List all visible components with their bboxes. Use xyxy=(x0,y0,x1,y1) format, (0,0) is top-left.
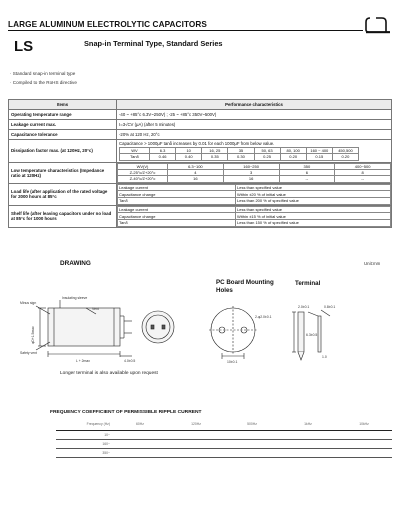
load-life-item: Capacitance change xyxy=(118,191,236,198)
series-title: Snap-in Terminal Type, Standard Series xyxy=(84,39,223,48)
wv-cell: 35 xyxy=(228,148,254,154)
ripple-cell xyxy=(280,449,336,458)
low-temp-label: Low temperature characteristics (Impedance ratio at 120Hz) xyxy=(9,162,117,183)
series-code: LS xyxy=(14,38,34,55)
table-row xyxy=(9,130,392,140)
table-row xyxy=(9,162,392,183)
ripple-table xyxy=(56,418,392,458)
low-temp-header: 6.3~100 xyxy=(168,163,224,169)
header-rule xyxy=(8,30,363,31)
label-lead: 4.0±0.5 xyxy=(124,359,136,363)
low-temp-header: 400~500 xyxy=(335,163,391,169)
terminal-title: Terminal xyxy=(295,280,321,287)
tan-label: Tanδ xyxy=(120,154,150,160)
low-temp-table xyxy=(117,163,391,183)
ripple-cell xyxy=(112,449,168,458)
pcb-title: PC Board Mounting Holes xyxy=(216,279,274,294)
table-row xyxy=(56,431,392,440)
ripple-cell xyxy=(336,431,392,440)
shelf-life-value: Less than 150 % of specified value xyxy=(236,220,391,227)
pcb-holes-drawing xyxy=(203,300,273,365)
shelf-life-item: Leakage current xyxy=(118,206,236,213)
ripple-cell xyxy=(112,431,168,440)
ripple-cell xyxy=(336,440,392,449)
ripple-cell xyxy=(168,449,224,458)
tan-cell: 0.46 xyxy=(150,154,176,160)
ripple-header: 500Hz xyxy=(224,418,280,431)
label-hole: 2-φ2.0±0.1 xyxy=(255,315,272,319)
operating-temp-label: Operating temperature range xyxy=(9,110,117,120)
label-length: L + 2max xyxy=(76,359,90,363)
label-sleeve: Insulating sleeve xyxy=(62,296,88,300)
low-temp-cell: Z-25°c/Z+20°c xyxy=(118,169,168,175)
low-temp-cell: 16 xyxy=(168,176,224,182)
wv-cell: 80, 100 xyxy=(280,148,306,154)
ripple-cell xyxy=(168,440,224,449)
ripple-cell xyxy=(224,431,280,440)
table-row xyxy=(9,110,392,120)
label-pitch: 10±0.1 xyxy=(227,360,238,364)
low-temp-cell: -- xyxy=(335,176,391,182)
low-temp-cell: 6 xyxy=(279,169,335,175)
low-temp-header: 350 xyxy=(279,163,335,169)
ripple-cell xyxy=(224,440,280,449)
shelf-life-value: Less than specified value xyxy=(236,206,391,213)
load-life-value: Less than specified value xyxy=(236,184,391,191)
shelf-life-item: Capacitance change xyxy=(118,213,236,220)
tan-cell: 0.20 xyxy=(332,154,358,160)
ripple-cell xyxy=(280,440,336,449)
spec-header-items: Items xyxy=(9,100,117,110)
low-temp-header: 160~250 xyxy=(223,163,279,169)
ripple-cell xyxy=(224,449,280,458)
ripple-row-label: 10~ xyxy=(56,431,112,440)
tan-cell: 0.30 xyxy=(228,154,254,160)
low-temp-cell: 3 xyxy=(223,169,279,175)
ripple-header: 10kHz xyxy=(336,418,392,431)
table-row xyxy=(9,205,392,227)
leakage-value: I=3√CV (μA) (after 5 minutes) xyxy=(117,120,392,130)
low-temp-cell: Z-40°c/Z+20°c xyxy=(118,176,168,182)
load-life-value: Within ±20 % of initial value xyxy=(236,191,391,198)
header-title: LARGE ALUMINUM ELECTROLYTIC CAPACITORS xyxy=(8,20,207,29)
spec-table xyxy=(8,99,392,228)
terminal-drawing xyxy=(284,290,364,380)
ripple-header-row xyxy=(56,418,392,431)
ripple-row-label: 350~ xyxy=(56,449,112,458)
operating-temp-value: -40 ~ +85°c 6.3V~250V) ; -25 ~ +85°c 350V~500V) xyxy=(117,110,392,120)
label-terminal-length: 6.3±0.5 xyxy=(306,333,318,337)
spec-header-performance: Performance characteristics xyxy=(117,100,392,110)
leakage-label: Leakage current max. xyxy=(9,120,117,130)
spec-header-row xyxy=(9,100,392,110)
wv-cell: 160 ~ 400 xyxy=(306,148,332,154)
label-minus: Minus sign xyxy=(20,301,37,305)
wv-label: WV xyxy=(120,148,150,154)
wv-cell: 450,500 xyxy=(332,148,358,154)
low-temp-cell: -- xyxy=(279,176,335,182)
label-terminal-tip: 1.0 xyxy=(322,355,327,359)
low-temp-cell: 16 xyxy=(223,176,279,182)
load-life-label: Load life (after application of the rated voltage for 2000 hours at 85°c xyxy=(9,183,117,205)
dissipation-table xyxy=(119,147,359,161)
unit-label: Unit:mm xyxy=(364,261,381,266)
table-row xyxy=(56,440,392,449)
low-temp-cell: 8 xyxy=(335,169,391,175)
table-row xyxy=(56,449,392,458)
tan-cell: 0.25 xyxy=(254,154,280,160)
wv-cell: 10 xyxy=(176,148,202,154)
ripple-cell xyxy=(280,431,336,440)
ripple-cell xyxy=(168,431,224,440)
table-row xyxy=(9,120,392,130)
table-row xyxy=(9,183,392,205)
feature-item: · Compiled to the RoHS directive xyxy=(10,80,77,85)
tan-cell: 0.20 xyxy=(280,154,306,160)
dissipation-label: Dissipation factor max. (at 120Hz, 20°c) xyxy=(9,140,117,163)
ripple-title: FREQUENCY COEFFICIENT OF PERMISSIBLE RIPPLE CURRENT xyxy=(50,410,202,415)
load-life-value: Less than 200 % of specified value xyxy=(236,197,391,204)
load-life-table xyxy=(117,184,391,205)
ripple-cell xyxy=(336,449,392,458)
label-phi: φD+1.5max xyxy=(31,326,35,344)
wv-cell: 50, 63 xyxy=(254,148,280,154)
label-terminal-width: 2.0±0.1 xyxy=(298,305,310,309)
label-terminal-thickness: 0.8±0.1 xyxy=(324,305,336,309)
load-life-item: Tanδ xyxy=(118,197,236,204)
wv-cell: 16, 25 xyxy=(202,148,228,154)
tan-cell: 0.35 xyxy=(202,154,228,160)
drawing-note: Longer terminal is also available upon request xyxy=(60,371,158,376)
drawing-title: DRAWING xyxy=(60,260,91,267)
label-vent: Vent xyxy=(92,307,99,311)
shelf-life-value: Within ±15 % of initial value xyxy=(236,213,391,220)
ripple-row-label: 160~ xyxy=(56,440,112,449)
brand-logo-icon xyxy=(364,16,392,34)
ripple-header: 120Hz xyxy=(168,418,224,431)
tan-cell: 0.40 xyxy=(176,154,202,160)
ripple-header: Frequency (Hz) xyxy=(56,418,112,431)
wv-cell: 6.3 xyxy=(150,148,176,154)
dissipation-note: Capacitance > 1000μF tanδ increases by 0.01 for each 1000μF from below value. xyxy=(119,141,275,146)
shelf-life-item: Tanδ xyxy=(118,220,236,227)
shelf-life-label: Shelf life (after leaving capacitors under no load at 85°c for 1000 hours xyxy=(9,205,117,227)
cap-tol-value: -20% at 120 Hz, 20°c xyxy=(117,130,392,140)
label-safety: Safety vent xyxy=(20,351,37,355)
shelf-life-table xyxy=(117,206,391,227)
table-row xyxy=(9,140,392,163)
load-life-item: Leakage current xyxy=(118,184,236,191)
ripple-header: 60Hz xyxy=(112,418,168,431)
tan-cell: 0.15 xyxy=(306,154,332,160)
low-temp-cell: 4 xyxy=(168,169,224,175)
capacitor-drawing xyxy=(20,290,180,375)
feature-item: · Standard snap-in terminal type xyxy=(10,71,76,76)
low-temp-header: WV(V) xyxy=(118,163,168,169)
ripple-header: 1kHz xyxy=(280,418,336,431)
cap-tol-label: Capacitance tolerance xyxy=(9,130,117,140)
ripple-cell xyxy=(112,440,168,449)
